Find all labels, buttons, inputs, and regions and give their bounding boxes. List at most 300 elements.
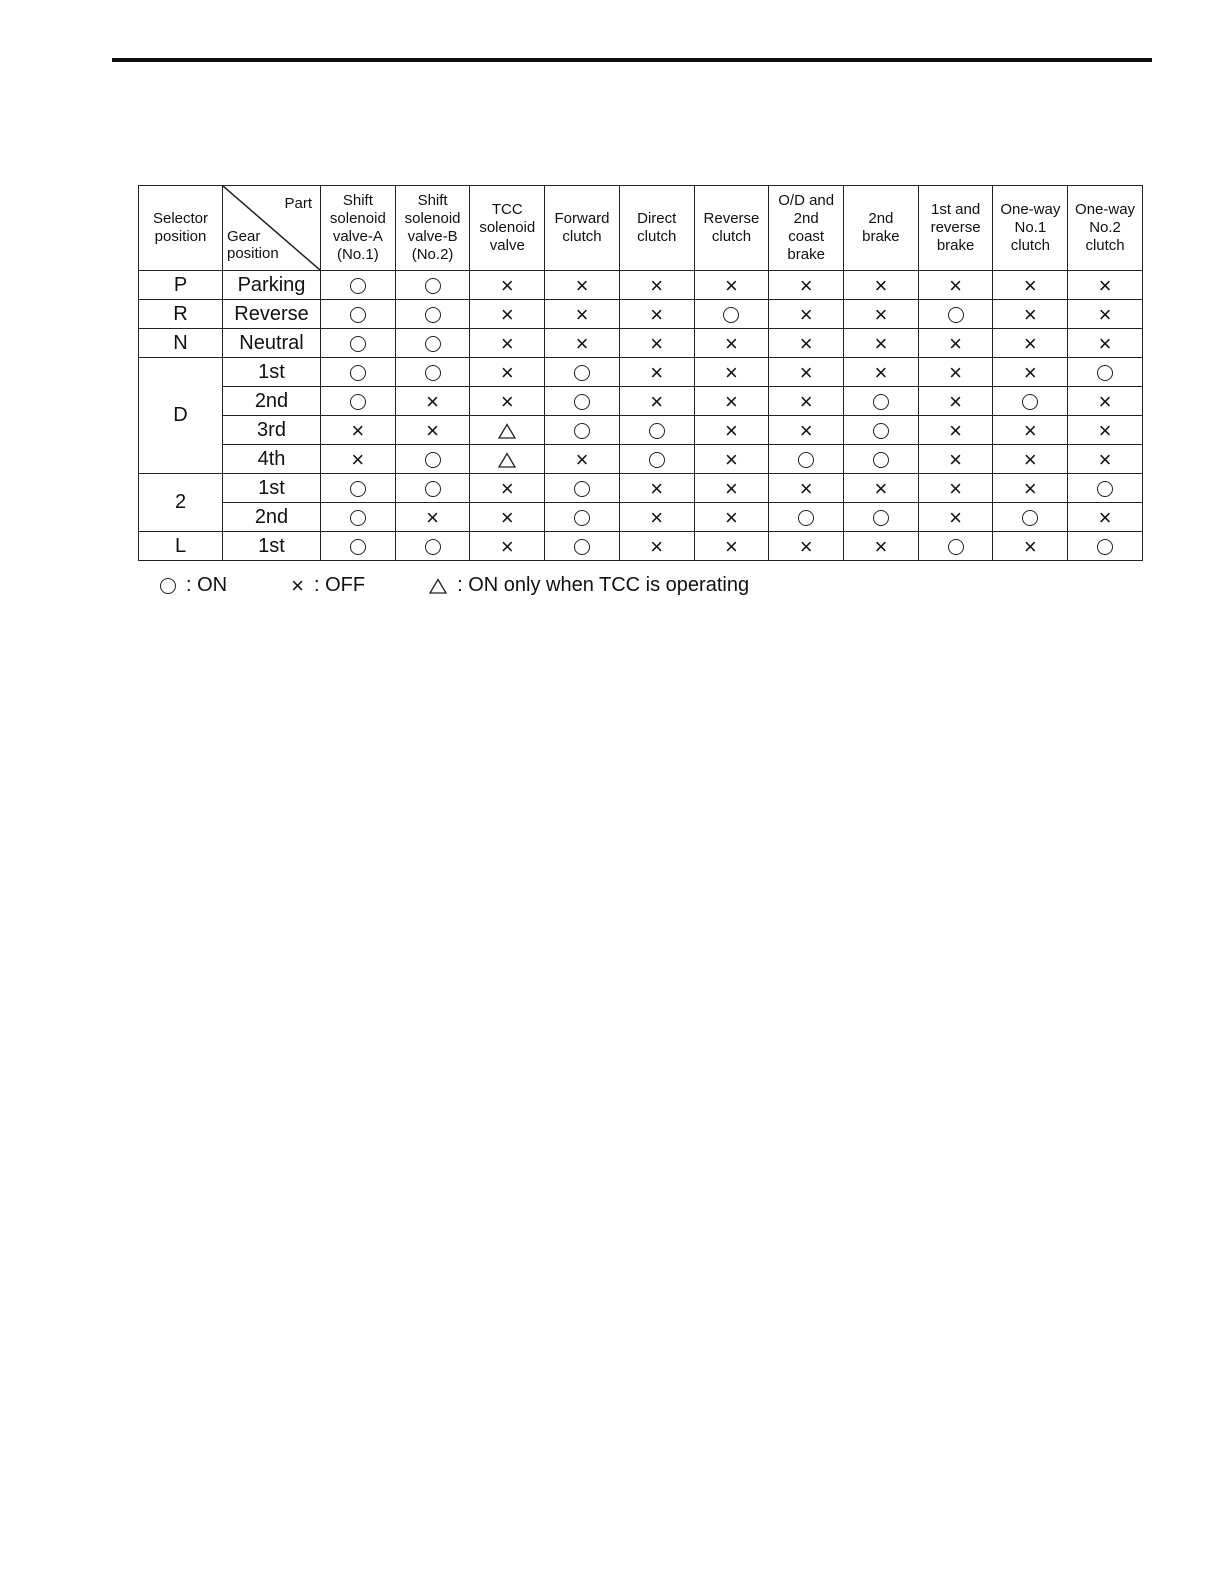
state-cell	[545, 358, 620, 387]
state-cell	[1068, 445, 1143, 474]
state-cell	[545, 503, 620, 532]
cross-icon: ×	[725, 272, 738, 298]
state-cell	[694, 300, 769, 329]
state-cell	[395, 358, 470, 387]
part-header-line: solenoid	[329, 210, 386, 227]
part-header-line: No.2	[1089, 219, 1121, 236]
cross-icon: ×	[799, 359, 813, 385]
table-row	[139, 532, 1143, 561]
gear-position-cell: 4th	[223, 445, 321, 474]
state-cell	[470, 329, 545, 358]
part-header-line: clutch	[1085, 237, 1125, 254]
cross-icon: ×	[575, 446, 589, 472]
state-cell	[918, 387, 993, 416]
legend-on-label: : ON	[186, 574, 228, 596]
cross-icon: ×	[799, 533, 813, 559]
cross-icon: ×	[1023, 446, 1037, 472]
part-gear-diagonal-header	[223, 186, 321, 271]
cross-icon: ×	[426, 504, 439, 530]
cross-icon: ×	[874, 272, 888, 298]
state-cell	[844, 416, 919, 445]
cross-icon: ×	[874, 301, 888, 327]
state-cell	[395, 300, 470, 329]
part-header-line: valve	[489, 237, 525, 254]
part-header-line: brake	[862, 228, 900, 245]
state-cell	[694, 329, 769, 358]
state-cell	[470, 445, 545, 474]
cross-icon: ×	[1023, 301, 1037, 327]
state-cell	[694, 445, 769, 474]
circle-icon	[873, 394, 889, 410]
cross-icon: ×	[650, 533, 664, 559]
triangle-icon	[429, 578, 447, 594]
table-row	[139, 329, 1143, 358]
state-cell	[619, 271, 694, 300]
state-cell	[321, 474, 396, 503]
part-header-line: clutch	[1010, 237, 1050, 254]
circle-icon	[350, 539, 366, 555]
circle-icon	[1022, 510, 1038, 526]
cross-icon: ×	[1098, 330, 1112, 356]
state-cell	[769, 503, 844, 532]
gear-position-cell: 3rd	[223, 416, 321, 445]
cross-icon: ×	[799, 330, 813, 356]
state-cell	[545, 329, 620, 358]
cross-icon: ×	[650, 272, 664, 298]
cross-icon: ×	[874, 533, 888, 559]
cross-icon: ×	[949, 504, 963, 530]
state-cell	[769, 416, 844, 445]
part-header	[769, 186, 844, 271]
circle-icon	[798, 510, 814, 526]
circle-icon	[425, 452, 441, 468]
cross-icon: ×	[874, 330, 888, 356]
state-cell	[619, 445, 694, 474]
state-cell	[619, 358, 694, 387]
cross-icon: ×	[1098, 388, 1112, 414]
part-header-line: One-way	[1000, 201, 1061, 218]
state-cell	[321, 532, 396, 561]
cross-icon: ×	[725, 446, 738, 472]
part-header	[470, 186, 545, 271]
cross-icon: ×	[949, 446, 963, 472]
circle-icon	[350, 278, 366, 294]
legend-off-label: : OFF	[313, 574, 366, 596]
triangle-icon	[498, 423, 516, 439]
circle-icon	[1097, 481, 1113, 497]
selector-position-cell: N	[139, 329, 223, 358]
state-cell	[470, 271, 545, 300]
circle-icon	[1097, 365, 1113, 381]
cross-icon: ×	[874, 475, 888, 501]
state-cell	[993, 329, 1068, 358]
cross-icon: ×	[500, 475, 514, 501]
table-row	[139, 387, 1143, 416]
legend-tcc-label: : ON only when TCC is operating	[457, 574, 750, 596]
state-cell	[993, 300, 1068, 329]
cross-icon: ×	[725, 359, 738, 385]
part-header-line: coast	[788, 228, 825, 245]
state-cell	[993, 532, 1068, 561]
gear-position-cell: Neutral	[223, 329, 321, 358]
state-cell	[844, 532, 919, 561]
cross-icon: ×	[949, 330, 963, 356]
cross-icon: ×	[1098, 504, 1112, 530]
state-cell	[769, 300, 844, 329]
cross-icon: ×	[426, 388, 439, 414]
state-cell	[470, 416, 545, 445]
table-row	[139, 474, 1143, 503]
part-header-line: 2nd	[868, 210, 894, 227]
cross-icon: ×	[1098, 446, 1112, 472]
state-cell	[545, 387, 620, 416]
cross-icon: ×	[799, 388, 813, 414]
circle-icon	[798, 452, 814, 468]
circle-icon	[574, 539, 590, 555]
part-header-line: brake	[787, 246, 825, 263]
state-cell	[694, 387, 769, 416]
part-header-line: clutch	[562, 228, 602, 245]
state-cell	[844, 503, 919, 532]
cross-icon: ×	[500, 359, 514, 385]
state-cell	[619, 503, 694, 532]
cross-icon: ×	[1023, 417, 1037, 443]
part-header-line: solenoid	[479, 219, 536, 236]
selector-position-cell: L	[139, 532, 223, 561]
cross-icon: ×	[725, 533, 738, 559]
cross-icon: ×	[650, 330, 664, 356]
state-cell	[844, 271, 919, 300]
state-cell	[470, 358, 545, 387]
cross-icon: ×	[799, 272, 813, 298]
state-cell	[918, 445, 993, 474]
cross-icon: ×	[1098, 272, 1112, 298]
circle-icon	[873, 452, 889, 468]
circle-icon	[574, 510, 590, 526]
circle-icon	[574, 394, 590, 410]
part-header-line: Forward	[554, 210, 610, 227]
state-cell	[619, 416, 694, 445]
cross-icon: ×	[351, 446, 365, 472]
state-cell	[395, 445, 470, 474]
state-cell	[844, 445, 919, 474]
state-cell	[844, 474, 919, 503]
cross-icon: ×	[500, 388, 514, 414]
state-cell	[993, 387, 1068, 416]
gear-position-label: Gear position	[227, 228, 279, 262]
part-header	[844, 186, 919, 271]
state-cell	[694, 474, 769, 503]
part-header-line: solenoid	[404, 210, 461, 227]
cross-icon: ×	[575, 301, 589, 327]
state-cell	[619, 474, 694, 503]
table-header-row	[139, 186, 1143, 271]
state-cell	[694, 271, 769, 300]
state-cell	[918, 300, 993, 329]
state-cell	[395, 416, 470, 445]
state-cell	[1068, 474, 1143, 503]
state-cell	[470, 387, 545, 416]
state-cell	[321, 329, 396, 358]
state-cell	[545, 271, 620, 300]
cross-icon: ×	[874, 359, 888, 385]
table-row	[139, 300, 1143, 329]
state-cell	[694, 416, 769, 445]
part-header-line: clutch	[637, 228, 677, 245]
state-cell	[993, 416, 1068, 445]
table-row	[139, 358, 1143, 387]
cross-icon: ×	[949, 388, 963, 414]
state-cell	[1068, 416, 1143, 445]
cross-icon: ×	[725, 330, 738, 356]
state-cell	[1068, 300, 1143, 329]
state-cell	[1068, 532, 1143, 561]
circle-icon	[1022, 394, 1038, 410]
part-header	[694, 186, 769, 271]
circle-icon	[948, 539, 964, 555]
selector-position-cell: P	[139, 271, 223, 300]
part-header-line: (No.2)	[411, 246, 454, 263]
state-cell	[545, 300, 620, 329]
cross-icon: ×	[650, 388, 664, 414]
state-cell	[694, 503, 769, 532]
part-header-line: One-way	[1075, 201, 1136, 218]
cross-icon: ×	[725, 475, 738, 501]
state-cell	[395, 271, 470, 300]
legend-tcc	[429, 574, 749, 597]
state-cell	[918, 503, 993, 532]
part-header	[918, 186, 993, 271]
cross-icon: ×	[725, 417, 738, 443]
state-cell	[395, 474, 470, 503]
part-header	[395, 186, 470, 271]
part-header-line: Shift	[342, 192, 373, 209]
circle-icon	[350, 336, 366, 352]
part-header-line: (No.1)	[337, 246, 379, 263]
part-header-line: Shift	[417, 192, 448, 209]
triangle-icon	[498, 452, 516, 468]
circle-icon	[350, 510, 366, 526]
state-cell	[769, 358, 844, 387]
part-header-line: valve-B	[407, 228, 458, 245]
cross-icon: ×	[426, 417, 439, 443]
part-header	[321, 186, 396, 271]
part-header-line: reverse	[930, 219, 981, 236]
cross-icon: ×	[1023, 272, 1037, 298]
circle-icon	[873, 510, 889, 526]
state-cell	[918, 358, 993, 387]
part-header-line: TCC	[491, 201, 523, 218]
cross-icon: ×	[1023, 533, 1037, 559]
state-cell	[395, 532, 470, 561]
state-cell	[694, 532, 769, 561]
part-header-line: O/D and	[778, 192, 835, 209]
cross-icon: ×	[291, 572, 304, 598]
table-row	[139, 503, 1143, 532]
part-header-line: valve-A	[332, 228, 383, 245]
state-cell	[619, 387, 694, 416]
cross-icon: ×	[500, 330, 514, 356]
state-cell	[844, 329, 919, 358]
cross-icon: ×	[949, 359, 963, 385]
circle-icon	[649, 423, 665, 439]
part-header-line: clutch	[711, 228, 752, 245]
table-row	[139, 271, 1143, 300]
part-header	[993, 186, 1068, 271]
cross-icon: ×	[799, 475, 813, 501]
circle-icon	[723, 307, 739, 323]
selector-position-cell: 2	[139, 474, 223, 532]
cross-icon: ×	[1098, 301, 1112, 327]
selector-position-cell: R	[139, 300, 223, 329]
part-header-line: No.1	[1014, 219, 1047, 236]
part-header-line: Reverse	[703, 210, 760, 227]
cross-icon: ×	[575, 272, 589, 298]
state-cell	[694, 358, 769, 387]
operation-table	[138, 185, 1143, 561]
circle-icon	[948, 307, 964, 323]
state-cell	[844, 358, 919, 387]
gear-position-cell: 1st	[223, 532, 321, 561]
part-header	[545, 186, 620, 271]
circle-icon	[425, 365, 441, 381]
circle-icon	[425, 481, 441, 497]
circle-icon	[425, 278, 441, 294]
state-cell	[769, 532, 844, 561]
selector-position-header: Selector position	[139, 186, 223, 271]
state-cell	[395, 329, 470, 358]
state-cell	[619, 329, 694, 358]
state-cell	[1068, 329, 1143, 358]
state-cell	[321, 271, 396, 300]
state-cell	[918, 271, 993, 300]
state-cell	[844, 300, 919, 329]
cross-icon: ×	[650, 301, 664, 327]
state-cell	[321, 300, 396, 329]
cross-icon: ×	[725, 504, 738, 530]
cross-icon: ×	[650, 475, 664, 501]
state-cell	[545, 416, 620, 445]
state-cell	[619, 300, 694, 329]
circle-icon	[425, 539, 441, 555]
circle-icon	[350, 481, 366, 497]
part-header-line: 1st and	[931, 201, 981, 218]
state-cell	[769, 445, 844, 474]
state-cell	[470, 503, 545, 532]
circle-icon	[425, 336, 441, 352]
circle-icon	[350, 365, 366, 381]
selector-position-cell: D	[139, 358, 223, 474]
state-cell	[1068, 358, 1143, 387]
table-row	[139, 416, 1143, 445]
cross-icon: ×	[949, 475, 963, 501]
state-cell	[769, 387, 844, 416]
state-cell	[321, 445, 396, 474]
circle-icon	[350, 307, 366, 323]
part-header	[619, 186, 694, 271]
legend	[160, 574, 813, 597]
circle-icon	[1097, 539, 1113, 555]
state-cell	[993, 503, 1068, 532]
cross-icon: ×	[650, 359, 664, 385]
cross-icon: ×	[575, 330, 589, 356]
state-cell	[769, 474, 844, 503]
circle-icon	[649, 452, 665, 468]
cross-icon: ×	[799, 417, 813, 443]
state-cell	[993, 358, 1068, 387]
state-cell	[993, 474, 1068, 503]
cross-icon: ×	[1023, 330, 1037, 356]
part-header	[1068, 186, 1143, 271]
circle-icon	[350, 394, 366, 410]
state-cell	[1068, 271, 1143, 300]
state-cell	[619, 532, 694, 561]
state-cell	[844, 387, 919, 416]
gear-position-cell: 2nd	[223, 387, 321, 416]
state-cell	[321, 387, 396, 416]
state-cell	[993, 445, 1068, 474]
part-header-line: Direct	[637, 210, 677, 227]
cross-icon: ×	[949, 272, 963, 298]
cross-icon: ×	[351, 417, 365, 443]
gear-position-cell: Reverse	[223, 300, 321, 329]
cross-icon: ×	[1098, 417, 1112, 443]
circle-icon	[425, 307, 441, 323]
cross-icon: ×	[500, 301, 514, 327]
state-cell	[993, 271, 1068, 300]
part-header-line: brake	[936, 237, 975, 254]
circle-icon	[574, 423, 590, 439]
circle-icon	[574, 481, 590, 497]
state-cell	[321, 416, 396, 445]
part-header-line: 2nd	[793, 210, 819, 227]
cross-icon: ×	[799, 301, 813, 327]
table-row	[139, 445, 1143, 474]
gear-position-cell: Parking	[223, 271, 321, 300]
state-cell	[395, 387, 470, 416]
state-cell	[321, 503, 396, 532]
cross-icon: ×	[725, 388, 738, 414]
cross-icon: ×	[500, 272, 514, 298]
state-cell	[395, 503, 470, 532]
cross-icon: ×	[1023, 475, 1037, 501]
gear-position-cell: 1st	[223, 358, 321, 387]
cross-icon: ×	[949, 417, 963, 443]
state-cell	[545, 445, 620, 474]
state-cell	[470, 532, 545, 561]
state-cell	[769, 329, 844, 358]
state-cell	[545, 532, 620, 561]
state-cell	[470, 474, 545, 503]
state-cell	[918, 532, 993, 561]
cross-icon: ×	[500, 504, 514, 530]
state-cell	[769, 271, 844, 300]
state-cell	[918, 416, 993, 445]
state-cell	[918, 329, 993, 358]
top-rule	[112, 58, 1152, 62]
cross-icon: ×	[1023, 359, 1037, 385]
gear-position-cell: 1st	[223, 474, 321, 503]
legend-off	[291, 574, 365, 597]
state-cell	[1068, 503, 1143, 532]
circle-icon	[160, 578, 176, 594]
cross-icon: ×	[500, 533, 514, 559]
state-cell	[918, 474, 993, 503]
gear-position-cell: 2nd	[223, 503, 321, 532]
circle-icon	[574, 365, 590, 381]
legend-on	[160, 574, 227, 597]
state-cell	[470, 300, 545, 329]
